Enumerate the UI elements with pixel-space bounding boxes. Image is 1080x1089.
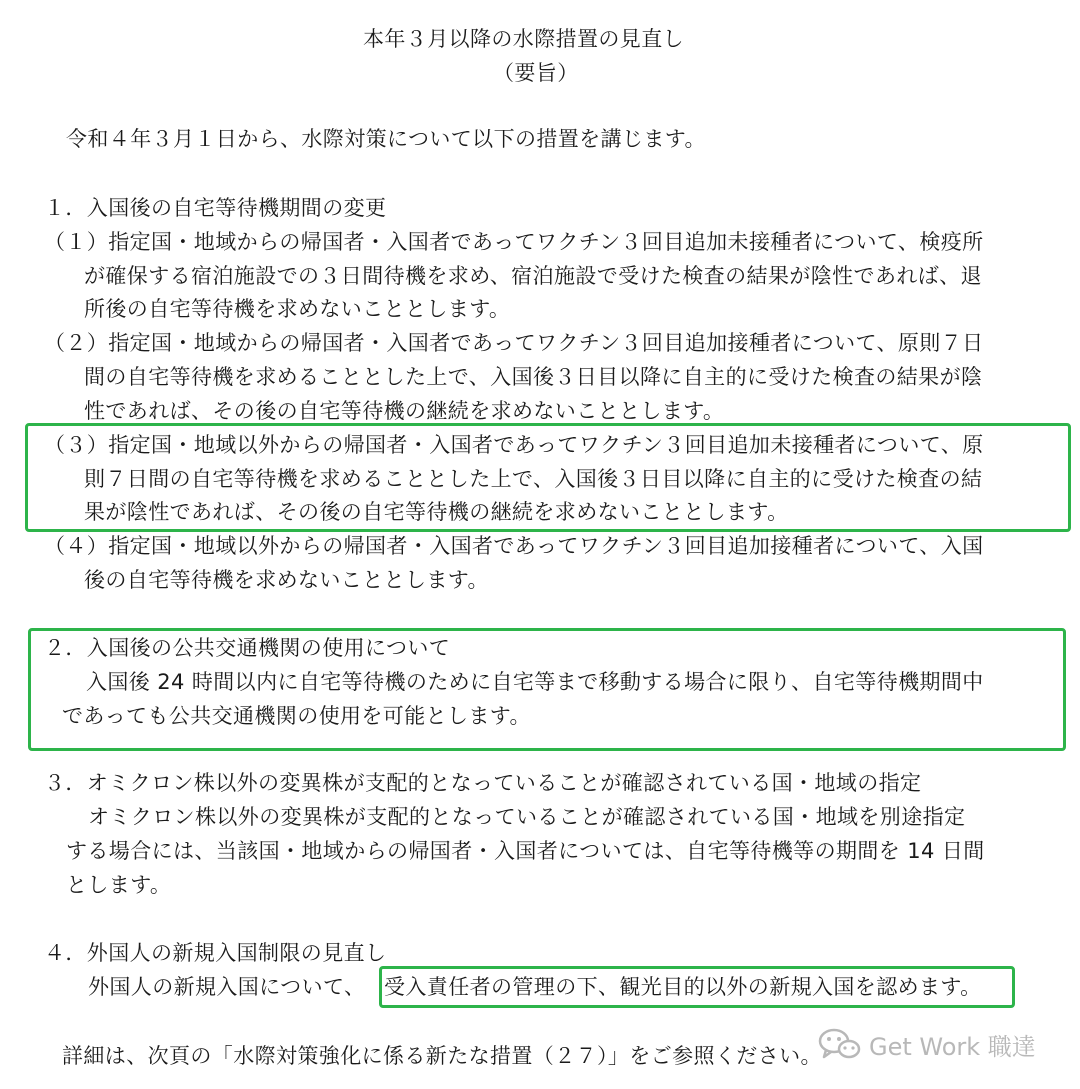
item-line: が確保する宿泊施設での３日間待機を求め、宿泊施設で受けた検査の結果が陰性であれば、退 (84, 264, 982, 288)
item-line: 後の自宅等待機を求めないこととします。 (84, 568, 489, 592)
wechat-icon (817, 1026, 861, 1062)
watermark-text: Get Work 職達 (869, 1032, 1036, 1061)
section-2-body-line: 入国後 24 時間以内に自宅等待機のために自宅等まで移動する場合に限り、自宅等待機期間中 (86, 670, 984, 694)
section-2-body-line: であっても公共交通機関の使用を可能とします。 (62, 704, 531, 728)
item-line: 性であれば、その後の自宅等待機の継続を求めないこととします。 (84, 399, 725, 423)
item-line: （４）指定国・地域以外からの帰国者・入国者であってワクチン３回目追加接種者について、入国 (44, 534, 984, 558)
watermark (817, 1026, 1036, 1062)
section-4-heading: ４．外国人の新規入国制限の見直し (44, 941, 387, 965)
section-4-body-highlight: 受入責任者の管理の下、観光目的以外の新規入国を認めます。 (384, 975, 982, 999)
document-subtitle: （要旨） (493, 61, 579, 85)
item-line: （１）指定国・地域からの帰国者・入国者であってワクチン３回目追加未接種者について、検疫所 (44, 230, 984, 254)
section-4-body-prefix: 外国人の新規入国について、 (88, 975, 366, 999)
section-3-body-line: とします。 (66, 873, 172, 897)
item-line: 則７日間の自宅等待機を求めることとした上で、入国後３日目以降に自主的に受けた検査の結 (84, 467, 983, 491)
section-3-body-line: オミクロン株以外の変異株が支配的となっていることが確認されている国・地域を別途指定 (88, 805, 966, 829)
item-line: （３）指定国・地域以外からの帰国者・入国者であってワクチン３回目追加未接種者について、原 (44, 433, 984, 457)
document-title: 本年３月以降の水際措置の見直し (363, 27, 684, 51)
item-line: （２）指定国・地域からの帰国者・入国者であってワクチン３回目追加接種者について、原則７日 (44, 331, 984, 355)
section-2-heading: ２．入国後の公共交通機関の使用について (44, 636, 451, 660)
section-1-heading: １．入国後の自宅等待機期間の変更 (44, 196, 387, 220)
item-line: 果が陰性であれば、その後の自宅等待機の継続を求めないこととします。 (84, 500, 789, 524)
section-3-heading: ３．オミクロン株以外の変異株が支配的となっていることが確認されている国・地域の指定 (44, 771, 922, 795)
section-3-body-line: する場合には、当該国・地域からの帰国者・入国者については、自宅等待機等の期間を 14 日間 (66, 839, 985, 863)
item-line: 間の自宅等待機を求めることとした上で、入国後３日目以降に自主的に受けた検査の結果が陰 (84, 365, 983, 389)
item-line: 所後の自宅等待機を求めないこととします。 (84, 297, 511, 321)
intro-paragraph: 令和４年３月１日から、水際対策について以下の措置を講じます。 (66, 127, 706, 151)
footer-note: 詳細は、次頁の「水際対策強化に係る新たな措置（２７）」をご参照ください。 (62, 1044, 822, 1068)
